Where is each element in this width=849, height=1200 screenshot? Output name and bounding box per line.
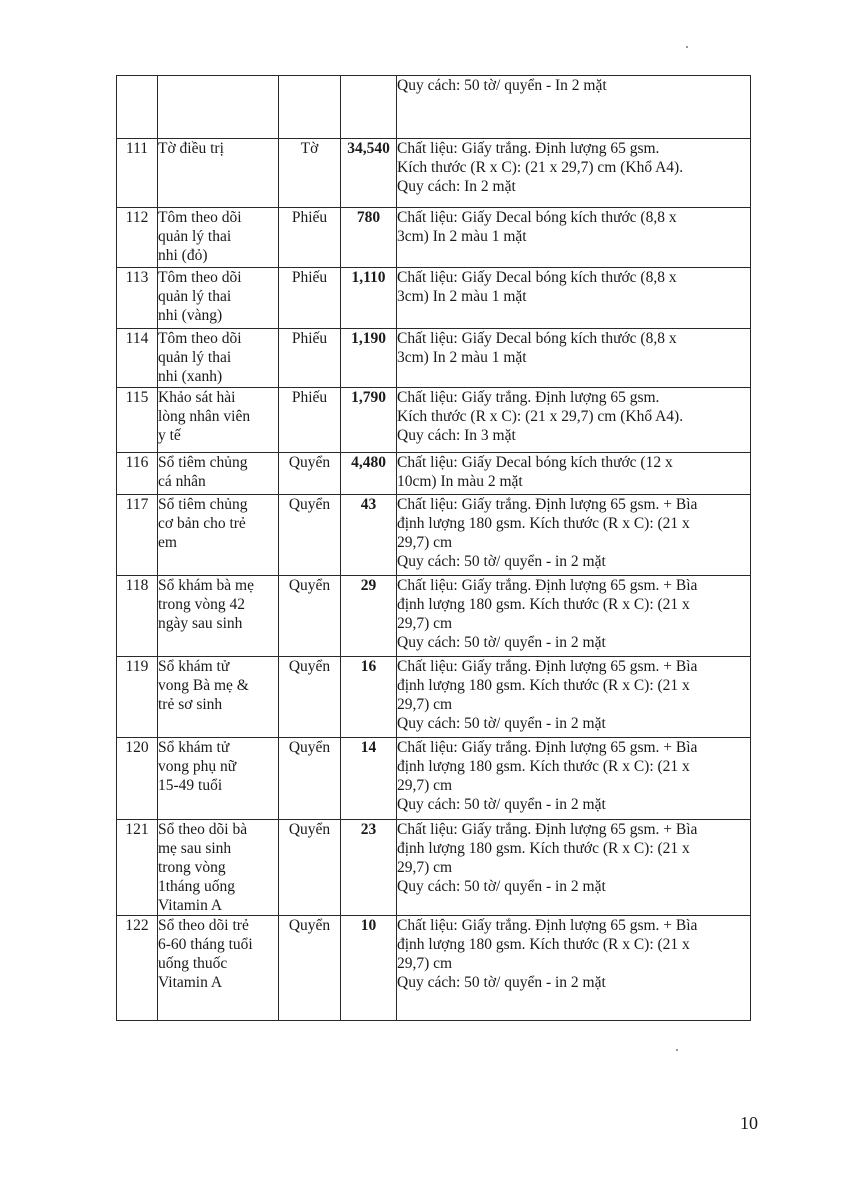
cell-unit (279, 916, 341, 1021)
table-row (117, 268, 751, 329)
spec-line: định lượng 180 gsm. Kích thước (R x C): (21 x (397, 840, 690, 857)
spec-line: 3cm) In 2 màu 1 mặt (397, 288, 527, 305)
spec-line: Kích thước (R x C): (21 x 29,7) cm (Khổ A4). (397, 408, 684, 425)
cell-name (158, 820, 279, 916)
cell-unit (279, 657, 341, 738)
cell-no (117, 388, 158, 453)
spec-line: định lượng 180 gsm. Kích thước (R x C): (21 x (397, 596, 690, 613)
page-number: 10 (740, 1113, 758, 1133)
quantity-value: 14 (360, 739, 377, 756)
row-number: 115 (125, 389, 149, 406)
item-name-line: Tờ điều trị (158, 140, 224, 157)
cell-name (158, 453, 279, 495)
item-name-line: y tế (158, 427, 181, 444)
quantity-value: 1,790 (351, 389, 386, 406)
cell-spec (397, 453, 751, 495)
item-name-line: Sổ khám tử (158, 739, 230, 756)
table-row (117, 916, 751, 1021)
item-name-line: lòng nhân viên (158, 408, 251, 425)
item-name-line: Tôm theo dõi (158, 269, 242, 286)
spec-line: 10cm) In màu 2 mặt (397, 473, 523, 490)
unit-label: Phiếu (291, 389, 328, 406)
cell-qty (341, 139, 397, 208)
cell-spec (397, 576, 751, 657)
table-row (117, 495, 751, 576)
cell-name (158, 329, 279, 388)
spec-line: Quy cách: In 2 mặt (397, 178, 516, 195)
item-name-line: Khảo sát hài (158, 389, 236, 406)
unit-label: Quyển (288, 917, 331, 934)
cell-unit (279, 576, 341, 657)
quantity-value: 34,540 (347, 140, 390, 157)
cell-qty (341, 388, 397, 453)
item-name-line: Sổ theo dõi trẻ (158, 917, 249, 934)
cell-spec (397, 139, 751, 208)
item-name-line: cơ bản cho trẻ (158, 515, 246, 532)
cell-qty (341, 916, 397, 1021)
row-number: 121 (125, 821, 149, 838)
table-row (117, 453, 751, 495)
spec-line: 3cm) In 2 màu 1 mặt (397, 228, 527, 245)
row-number: 122 (125, 917, 149, 934)
cell-spec (397, 329, 751, 388)
scan-speck (686, 46, 688, 48)
spec-line: Chất liệu: Giấy Decal bóng kích thước (8,8 x (397, 330, 677, 347)
scan-speck (676, 1049, 678, 1051)
item-name-line: mẹ sau sinh (158, 840, 232, 857)
spec-line: 29,7) cm (397, 859, 453, 876)
unit-label: Phiếu (291, 209, 328, 226)
cell-unit (279, 820, 341, 916)
item-name-line: Tôm theo dõi (158, 330, 242, 347)
item-name-line: quản lý thai (158, 228, 232, 245)
continuation-row (117, 76, 751, 139)
cell-name (158, 208, 279, 268)
cell-unit (279, 208, 341, 268)
item-name-line: 15-49 tuổi (158, 777, 223, 794)
item-name-line: vong phụ nữ (158, 758, 237, 775)
spec-line: định lượng 180 gsm. Kích thước (R x C): (21 x (397, 677, 690, 694)
unit-label: Quyển (288, 821, 331, 838)
spec-line: Quy cách: 50 tờ/ quyển - in 2 mặt (397, 974, 606, 991)
cell-no (117, 576, 158, 657)
table-row (117, 820, 751, 916)
cell-qty (341, 738, 397, 820)
row-number: 120 (125, 739, 149, 756)
item-name-line: quản lý thai (158, 349, 232, 366)
spec-line: định lượng 180 gsm. Kích thước (R x C): (21 x (397, 936, 690, 953)
spec-line: Quy cách: In 3 mặt (397, 427, 516, 444)
cell-spec (397, 657, 751, 738)
item-name-line: trẻ sơ sinh (158, 696, 223, 713)
unit-label: Quyển (288, 739, 331, 756)
row-number: 113 (125, 269, 149, 286)
spec-line: Chất liệu: Giấy trắng. Định lượng 65 gsm. + Bìa (397, 821, 698, 838)
cell-unit (279, 453, 341, 495)
spec-line: 3cm) In 2 màu 1 mặt (397, 349, 527, 366)
spec-line: Quy cách: 50 tờ/ quyển - In 2 mặt (397, 77, 607, 94)
cell-name (158, 139, 279, 208)
row-number: 118 (125, 577, 149, 594)
item-name-line: quản lý thai (158, 288, 232, 305)
item-name-line: trong vòng (158, 859, 226, 876)
table-row (117, 139, 751, 208)
table-row (117, 388, 751, 453)
cell-name (158, 576, 279, 657)
spec-line: Chất liệu: Giấy trắng. Định lượng 65 gsm. + Bìa (397, 496, 698, 513)
cell-no (117, 916, 158, 1021)
cell-spec (397, 738, 751, 820)
item-name-line: Tôm theo dõi (158, 209, 242, 226)
spec-line: Chất liệu: Giấy trắng. Định lượng 65 gsm. + Bìa (397, 739, 698, 756)
row-number: 119 (125, 658, 149, 675)
item-name-line: trong vòng 42 (158, 596, 245, 613)
cell-qty (341, 657, 397, 738)
cell-qty (341, 495, 397, 576)
spec-line: Chất liệu: Giấy trắng. Định lượng 65 gsm. + Bìa (397, 577, 698, 594)
spec-line: Quy cách: 50 tờ/ quyển - in 2 mặt (397, 796, 606, 813)
cell-spec (397, 495, 751, 576)
cell-unit (279, 139, 341, 208)
unit-label: Quyển (288, 496, 331, 513)
cell-name (158, 388, 279, 453)
quantity-value: 29 (360, 577, 377, 594)
cell-no (117, 495, 158, 576)
unit-label: Quyển (288, 577, 331, 594)
item-name-line: 6-60 tháng tuổi (158, 936, 253, 953)
cell-no (117, 738, 158, 820)
item-name-line: 1tháng uống (158, 878, 236, 895)
quantity-value: 16 (360, 658, 377, 675)
spec-line: Chất liệu: Giấy trắng. Định lượng 65 gsm. (397, 389, 660, 406)
item-name-line: ngày sau sinh (158, 615, 243, 632)
spec-line: Quy cách: 50 tờ/ quyển - in 2 mặt (397, 715, 606, 732)
cell-qty (341, 329, 397, 388)
spec-line: 29,7) cm (397, 955, 453, 972)
cell-no (117, 76, 158, 139)
item-name-line: Vitamin A (158, 897, 223, 914)
cell-unit (279, 388, 341, 453)
cell-name (158, 738, 279, 820)
item-name-line: vong Bà mẹ & (158, 677, 249, 694)
cell-name (158, 495, 279, 576)
item-name-line: Sổ khám bà mẹ (158, 577, 254, 594)
cell-qty (341, 453, 397, 495)
cell-no (117, 208, 158, 268)
unit-label: Quyển (288, 658, 331, 675)
item-name-line: em (158, 534, 177, 551)
spec-line: Chất liệu: Giấy trắng. Định lượng 65 gsm. + Bìa (397, 658, 698, 675)
item-name-line: Sổ tiêm chủng (158, 496, 248, 513)
item-name-line: cá nhân (158, 473, 206, 490)
table-row (117, 657, 751, 738)
unit-label: Phiếu (291, 269, 328, 286)
row-number: 116 (125, 454, 149, 471)
cell-unit (279, 76, 341, 139)
cell-spec (397, 208, 751, 268)
table-row (117, 208, 751, 268)
cell-qty (341, 820, 397, 916)
cell-no (117, 820, 158, 916)
supply-table (116, 75, 751, 1021)
quantity-value: 4,480 (351, 454, 386, 471)
spec-line: định lượng 180 gsm. Kích thước (R x C): (21 x (397, 758, 690, 775)
row-number: 114 (125, 330, 149, 347)
table-row (117, 329, 751, 388)
cell-unit (279, 495, 341, 576)
unit-label: Quyển (288, 454, 331, 471)
table-row (117, 738, 751, 820)
spec-line: Chất liệu: Giấy Decal bóng kích thước (8,8 x (397, 209, 677, 226)
spec-line: Chất liệu: Giấy Decal bóng kích thước (12 x (397, 454, 673, 471)
spec-line: 29,7) cm (397, 615, 453, 632)
cell-qty (341, 76, 397, 139)
cell-spec (397, 388, 751, 453)
cell-no (117, 453, 158, 495)
spec-line: Chất liệu: Giấy trắng. Định lượng 65 gsm. + Bìa (397, 917, 698, 934)
cell-name (158, 916, 279, 1021)
spec-line: Quy cách: 50 tờ/ quyển - in 2 mặt (397, 634, 606, 651)
spec-line: Chất liệu: Giấy Decal bóng kích thước (8,8 x (397, 269, 677, 286)
spec-line: Quy cách: 50 tờ/ quyển - in 2 mặt (397, 553, 606, 570)
table-row (117, 576, 751, 657)
quantity-value: 10 (360, 917, 377, 934)
cell-qty (341, 268, 397, 329)
cell-unit (279, 329, 341, 388)
spec-line: 29,7) cm (397, 777, 453, 794)
cell-name (158, 76, 279, 139)
supply-table-body (117, 76, 751, 1021)
item-name-line: Vitamin A (158, 974, 223, 991)
cell-no (117, 268, 158, 329)
quantity-value: 1,110 (351, 269, 386, 286)
quantity-value: 43 (360, 496, 377, 513)
item-name-line: nhi (vàng) (158, 307, 223, 324)
item-name-line: Sổ tiêm chủng (158, 454, 248, 471)
spec-line: Kích thước (R x C): (21 x 29,7) cm (Khổ A4). (397, 159, 684, 176)
spec-line: Quy cách: 50 tờ/ quyển - in 2 mặt (397, 878, 606, 895)
cell-spec (397, 916, 751, 1021)
cell-qty (341, 208, 397, 268)
spec-line: Chất liệu: Giấy trắng. Định lượng 65 gsm. (397, 140, 660, 157)
item-name-line: nhi (đỏ) (158, 247, 208, 264)
cell-qty (341, 576, 397, 657)
spec-line: định lượng 180 gsm. Kích thước (R x C): (21 x (397, 515, 690, 532)
cell-spec (397, 268, 751, 329)
row-number: 112 (125, 209, 149, 226)
cell-no (117, 657, 158, 738)
item-name-line: uống thuốc (158, 955, 228, 972)
cell-spec (397, 820, 751, 916)
cell-no (117, 329, 158, 388)
item-name-line: nhi (xanh) (158, 368, 223, 385)
spec-line: 29,7) cm (397, 534, 453, 551)
cell-unit (279, 738, 341, 820)
row-number: 111 (125, 140, 149, 157)
quantity-value: 23 (360, 821, 377, 838)
cell-spec (397, 76, 751, 139)
cell-name (158, 268, 279, 329)
cell-name (158, 657, 279, 738)
unit-label: Phiếu (291, 330, 328, 347)
quantity-value: 780 (356, 209, 381, 226)
cell-no (117, 139, 158, 208)
unit-label: Tờ (300, 140, 319, 157)
spec-line: 29,7) cm (397, 696, 453, 713)
quantity-value: 1,190 (351, 330, 386, 347)
item-name-line: Sổ theo dõi bà (158, 821, 248, 838)
item-name-line: Sổ khám tử (158, 658, 230, 675)
cell-unit (279, 268, 341, 329)
row-number: 117 (125, 496, 149, 513)
